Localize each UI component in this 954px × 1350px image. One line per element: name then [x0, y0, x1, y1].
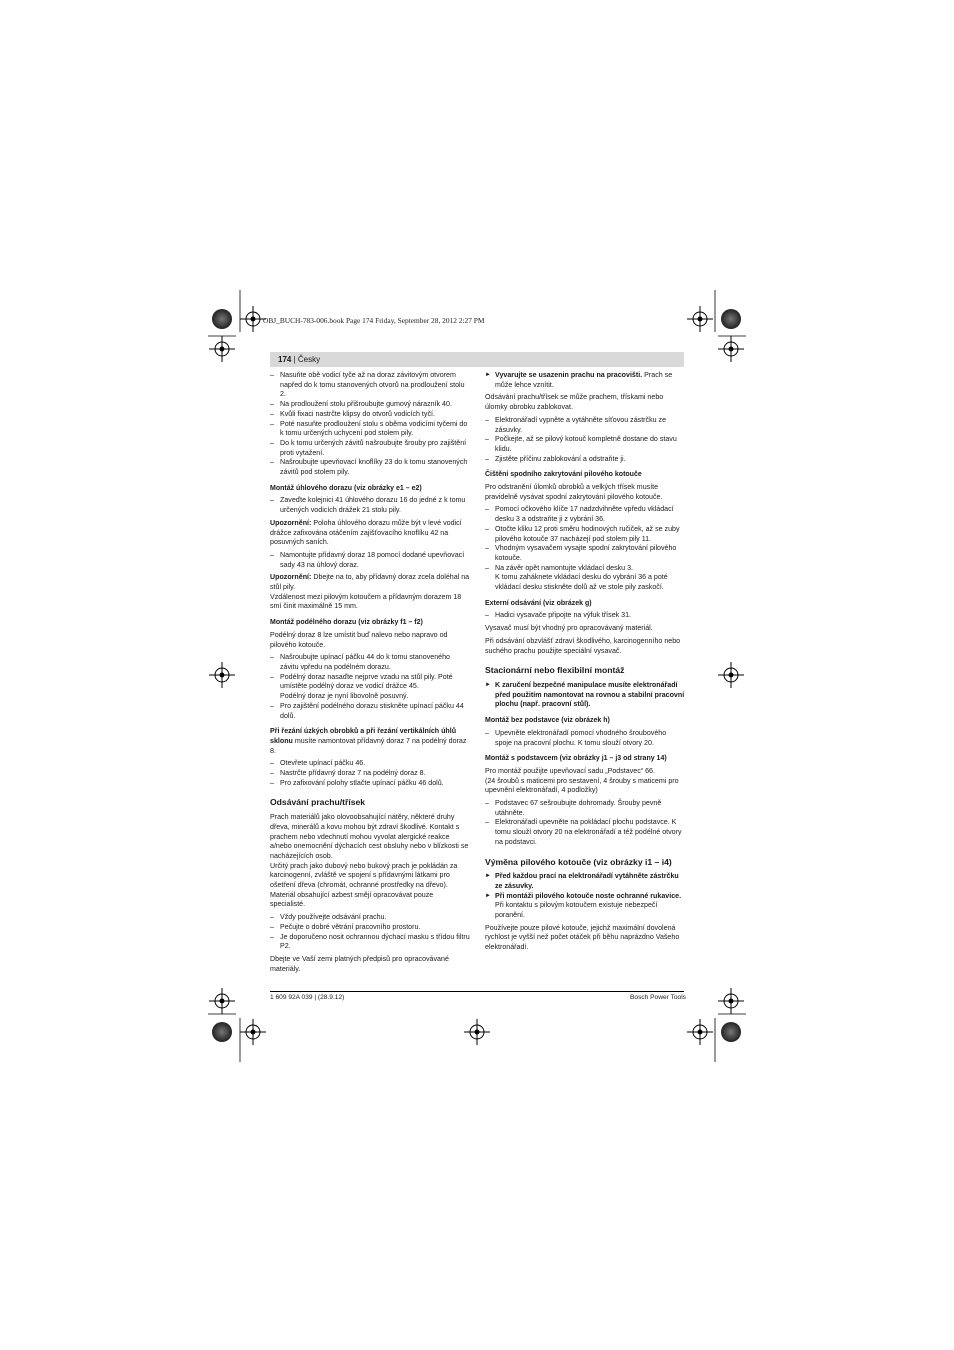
section-heading-blade-change: Výměna pilového kotouče (viz obrázky i1 – i4) [485, 856, 672, 867]
section-heading-blade-guard-cleaning: Čištění spodního zakrytování pilového kotouče [485, 471, 642, 479]
warning-text: Prach se může lehce vznítit. [495, 371, 673, 389]
warning-bold: K zaručení bezpečné manipulace musíte elektronářadí před použitím namontovat na rovnou a stabilní pracovní plochu (např. pracovní stůl). [495, 680, 685, 709]
list-item [270, 673, 470, 702]
section-heading-external-extraction: Externí odsávání (viz obrázek g) [485, 599, 592, 607]
list-item: – Kvůli fixaci nastrčte klipsy do otvorů vodicích tyčí. [270, 410, 470, 420]
page-number: 174 [278, 355, 292, 364]
external-extraction-steps [485, 611, 685, 621]
header-separator: | [291, 355, 298, 364]
note-text: Dbejte na to, aby přídavný doraz zcela doléhal na stůl pily. [270, 573, 470, 592]
angle-guide-steps [270, 496, 470, 515]
paragraph: Pro montáž použijte upevňovací sadu „Podstavec“ 66. [485, 766, 655, 775]
print-slug: OBJ_BUCH-783-006.book Page 174 Friday, September 28, 2012 2:27 PM [263, 316, 485, 325]
list-item: – Poté nasuňte prodloužení stolu s oběma vodicími tyčemi do k tomu určených uchycení pod stolem pily. [270, 420, 470, 439]
list-item: – Našroubujte upínací páčku 44 do k tomu stanoveného závitu vpředu na podélném dorazu. [270, 653, 470, 672]
list-item: – Zaveďte kolejnici 41 úhlového dorazu 16 do jedné z k tomu určených vodicích drážek 21 stolu pily. [270, 496, 470, 515]
table-extension-steps [270, 371, 470, 478]
warning-item [485, 872, 685, 891]
list-item: – Namontujte přídavný doraz 18 pomocí dodané upevňovací sady 43 na úhlový doraz. [270, 551, 470, 570]
list-item: – Upevněte elektronářadí pomocí vhodného šroubového spoje na pracovní plochu. K tomu slouží otvory 20. [485, 729, 685, 748]
list-item: – Nastrčte přídavný doraz 7 na podélný doraz 8. [270, 769, 470, 779]
list-item-text: Podélný doraz nasaďte nejprve vzadu na stůl pily. Poté umístěte podélný doraz ve vodicí drážce 45. [280, 672, 453, 691]
auxiliary-fence-steps [270, 551, 470, 570]
page-header-bar [270, 352, 684, 367]
blade-change-warnings [485, 872, 685, 921]
list-item: – Pomocí očkového klíče 17 nadzdvihněte vpředu vkládací desku 3 a odstraňte ji z vybrání 36. [485, 505, 685, 524]
color-target-bottom-right [721, 1022, 741, 1042]
warning-bold: Při montáži pilového kotouče noste ochranné rukavice. [495, 891, 682, 900]
note-paragraph [270, 573, 470, 592]
list-item: – Do k tomu určených závitů našroubujte šrouby pro zajištění proti vytažení. [270, 439, 470, 458]
bold-lead: Při řezání úzkých obrobků a při řezání vertikálních úhlů sklonu [270, 727, 457, 745]
note-label: Upozornění: [270, 573, 312, 582]
color-target-bottom-left [212, 1022, 232, 1042]
note-text: Poloha úhlového dorazu může být v levé vodicí drážce zafixována otáčením zajišťovacího knoflíku 42 na posuvných saních. [270, 518, 462, 547]
page-language: Česky [297, 355, 321, 364]
paragraph: Při odsávání obzvlášť zdraví škodlivého, karcinogenního nebo suchého prachu použijte speciální vysavač. [485, 636, 681, 655]
section-heading-angle-guide: Montáž úhlového dorazu (viz obrázky e1 – e2) [270, 484, 422, 492]
warning-bold: Před každou prací na elektronářadí vytáhněte zástrčku ze zásuvky. [495, 872, 679, 890]
list-item: – Na prodloužení stolu přišroubujte gumový nárazník 40. [270, 400, 470, 410]
color-target-top-left [212, 309, 232, 329]
list-item: – Otevřete upínací páčku 46. [270, 759, 470, 769]
paragraph: Určitý prach jako dubový nebo bukový prach je pokládán za karcinogenní, zvláště ve spojení s přídavnými látkami pro ošetření dřeva (chromát, ochranné prostředky na dřevo). Materiál obsahující azbest smějí opracovávat pouze specialisté. [270, 861, 458, 909]
list-item-text: K tomu zaháknete vkládací desku do vybrání 36 a poté vkládací desku stiskněte dolů až ve stole pily zaskočí. [495, 573, 668, 592]
list-item: – Pro zajištění podélného dorazu stiskněte upínací páčku 44 dolů. [270, 702, 470, 721]
paragraph: Podélný doraz 8 lze umístit buď nalevo nebo napravo od pilového kotouče. [270, 630, 448, 649]
footer-document-number: 1 609 92A 039 | (28.9.12) [270, 994, 345, 1001]
mounting-warning [485, 681, 685, 710]
section-heading-rip-fence: Montáž podélného dorazu (viz obrázky f1 – f2) [270, 619, 423, 627]
paragraph: Pro odstranění úlomků obrobků a velkých třísek musíte pravidelně vysávat spodní zakrytování pilového kotouče. [485, 483, 663, 501]
narrow-cut-steps [270, 759, 470, 788]
cleaning-steps [485, 505, 685, 592]
paragraph: Vysavač musí být vhodný pro opracovávaný materiál. [485, 624, 653, 633]
mounting-without-stand-steps [485, 729, 685, 748]
list-item: – Našroubujte upevňovací knoflíky 23 do k tomu stanovených závitů pod stolem pily. [270, 458, 470, 477]
list-item: – Elektronářadí upevněte na pokládací plochu podstavce. K tomu slouží otvory 20 na elektronářadí a též podélné otvory na podstavci. [485, 818, 685, 847]
list-item-text: Na závěr opět namontujte vkládací desku 3. [495, 563, 634, 572]
paragraph-text: musíte namontovat přídavný doraz 7 na podélný doraz 8. [270, 736, 467, 755]
footer-rule [270, 991, 684, 992]
mounting-with-stand-steps [485, 799, 685, 848]
paragraph: Vzdálenost mezi pilovým kotoučem a přídavným dorazem 18 smí činit maximálně 15 mm. [270, 592, 462, 611]
section-heading-mounting-without-stand: Montáž bez podstavce (viz obrázek h) [485, 717, 610, 725]
paragraph: (24 šroubů s maticemi pro sestavení, 4 šrouby s maticemi pro upevnění elektronářadí, 4 podložky) [485, 776, 679, 795]
list-item: – Elektronářadí vypněte a vytáhněte síťovou zástrčku ze zásuvky. [485, 416, 685, 435]
warning-item [485, 371, 685, 390]
list-item: – Vždy používejte odsávání prachu. [270, 913, 470, 923]
list-item-text: Podélný doraz je nyní libovolně posuvný. [280, 692, 409, 701]
section-heading-mounting: Stacionární nebo flexibilní montáž [485, 665, 625, 676]
warning-item [485, 892, 685, 921]
list-item: – Pro zafixování polohy stlačte upínací páčku 46 dolů. [270, 779, 470, 789]
list-item: – Počkejte, až se pilový kotouč kompletně dostane do stavu klidu. [485, 435, 685, 454]
paragraph: Odsávání prachu/třísek se může prachem, třískami nebo úlomky obrobku zablokovat. [485, 393, 664, 412]
paragraph [270, 727, 470, 756]
left-column [270, 371, 470, 977]
list-item: – Vhodným vysavačem vysajte spodní zakrytování pilového kotouče. [485, 544, 685, 563]
warning-bold: Vyvarujte se usazenin prachu na pracovišti. [495, 371, 643, 379]
dust-safety-steps [270, 913, 470, 952]
paragraph: Používejte pouze pilové kotouče, jejichž maximální dovolená rychlost je vyšší než počet otáček při běhu naprázdno Vašeho elektronářadí. [485, 923, 680, 952]
list-item: – Hadici vysavače připojte na výfuk třísek 31. [485, 611, 685, 621]
page-header [278, 355, 320, 364]
section-heading-dust-extraction: Odsávání prachu/třísek [270, 797, 366, 808]
paragraph: Dbejte ve Vaší zemi platných předpisů pro opracovávané materiály. [270, 954, 449, 973]
list-item: – Nasuňte obě vodicí tyče až na doraz závitovým otvorem napřed do k tomu stanovených otvorů na prodloužení stolu 2. [270, 371, 470, 400]
footer-brand: Bosch Power Tools [630, 994, 686, 1001]
list-item: – Zjistěte příčinu zablokování a odstraňte ji. [485, 455, 685, 465]
right-column [485, 371, 685, 956]
color-target-top-right [721, 309, 741, 329]
section-heading-mounting-with-stand: Montáž s podstavcem (viz obrázky j1 – j3 od strany 14) [485, 755, 667, 763]
list-item: – Pečujte o dobré větrání pracovního prostoru. [270, 923, 470, 933]
list-item: – Otočte kliku 12 proti směru hodinových ručiček, až se zuby pilového kotouče 37 nacházejí pod stolem pily 11. [485, 525, 685, 544]
note-label: Upozornění: [270, 518, 312, 527]
warning-text: Při kontaktu s pilovým kotoučem existuje nebezpečí poranění. [495, 901, 658, 920]
list-item: – Podstavec 67 sešroubujte dohromady. Šrouby pevně utáhněte. [485, 799, 685, 818]
clog-steps [485, 416, 685, 465]
list-item [485, 564, 685, 593]
warning-item [485, 681, 685, 710]
rip-fence-steps [270, 653, 470, 721]
paragraph: Prach materiálů jako olovoobsahující nátěry, některé druhy dřeva, minerálů a kovu mohou být zdraví škodlivé. Kontakt s prachem nebo vdechnutí mohou vyvolat alergické reakce a/nebo onemocnění dýchacích cest obsluhy nebo v blízkosti se nacházejících osob. [270, 813, 469, 860]
list-item: – Je doporučeno nosit ochrannou dýchací masku s třídou filtru P2. [270, 933, 470, 952]
note-paragraph [270, 519, 470, 548]
dust-warning [485, 371, 685, 390]
